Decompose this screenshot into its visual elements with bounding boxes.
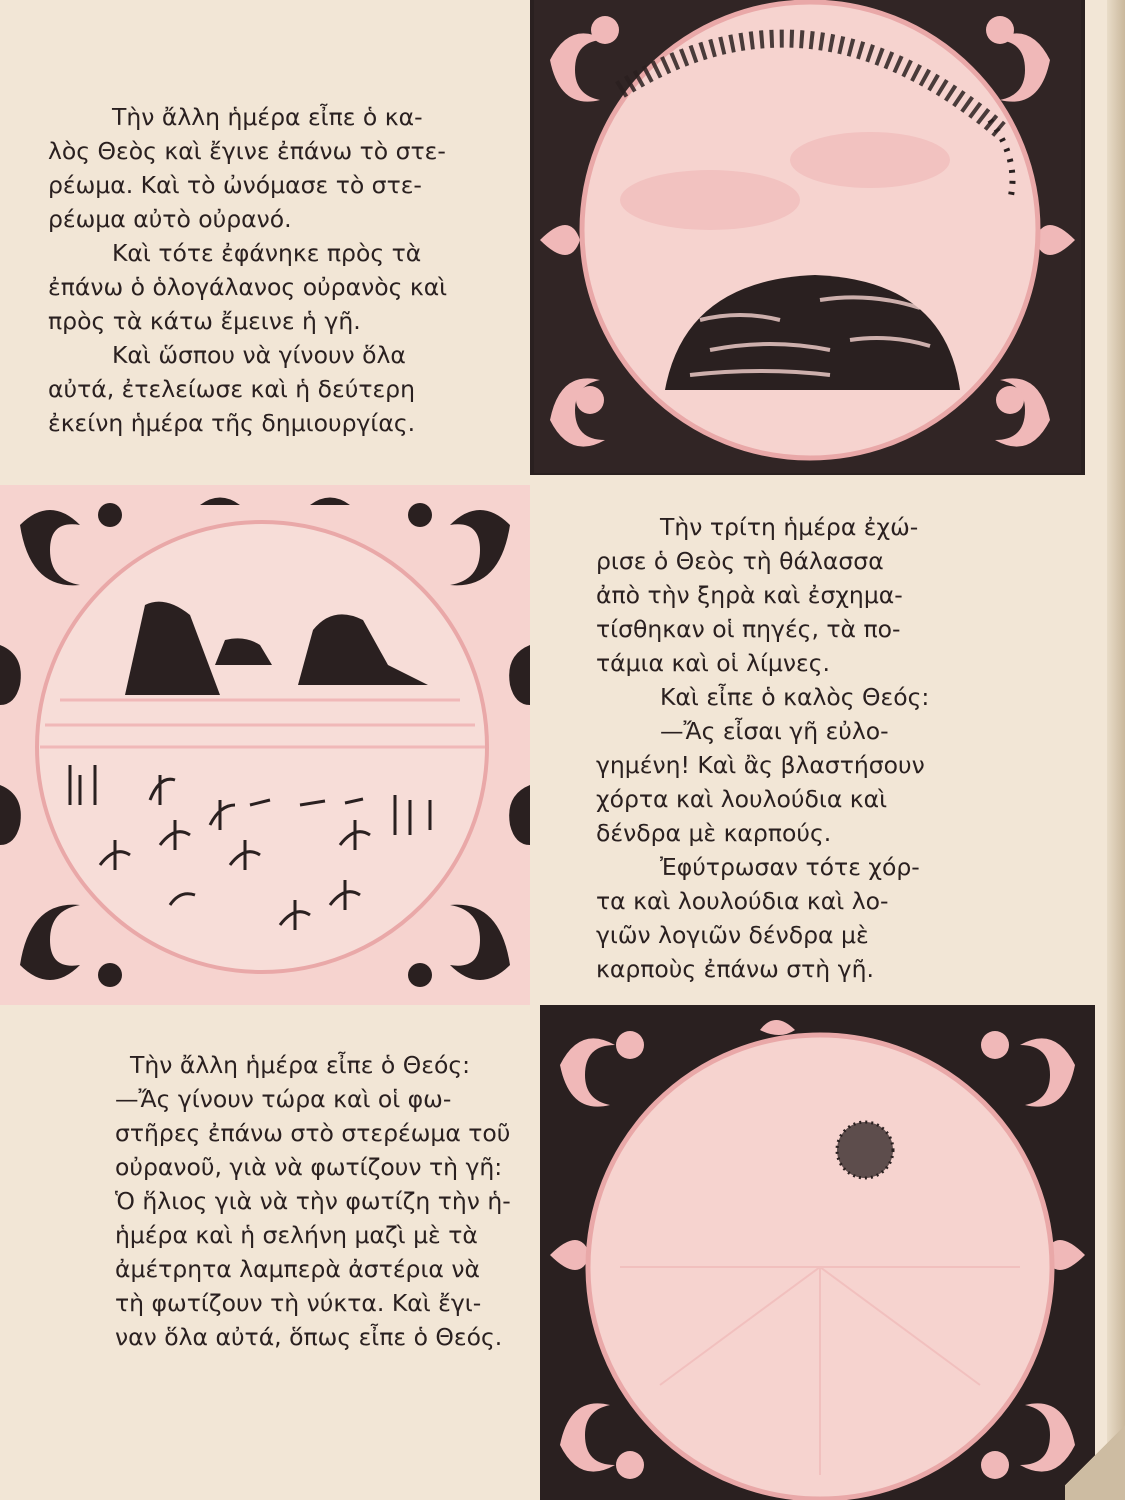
illustration-svg: [0, 485, 530, 1005]
book-spine-edge: [1107, 0, 1125, 1500]
text-line: τα καὶ λουλούδια καὶ λο-: [596, 887, 889, 915]
paragraph: [115, 1082, 535, 1354]
text-line: ἡμέρα καὶ ἡ σελήνη μαζὶ μὲ τὰ: [115, 1221, 478, 1249]
text-line: γιῶν λογιῶν δένδρα μὲ: [596, 921, 869, 949]
text-line: Ὁ ἥλιος γιὰ νὰ τὴν φωτίζη τὴν ἡ-: [115, 1187, 511, 1215]
text-line: στῆρες ἐπάνω στὸ στερέωμα τοῦ: [115, 1119, 511, 1147]
paragraph: [48, 338, 520, 440]
illustration-svg: [540, 1005, 1095, 1500]
text-line: ἐκείνη ἡμέρα τῆς δημιουργίας.: [48, 409, 416, 437]
text-line: —Ἄς γίνουν τώρα καὶ οἱ φω-: [115, 1085, 452, 1113]
rocks-sea-plants-illustration: [0, 485, 530, 1005]
text-line: ἐπάνω ὁ ὁλογάλανος οὐρανὸς καὶ: [48, 273, 448, 301]
paragraph: [48, 100, 520, 236]
text-line: ἀπὸ τὴν ξηρὰ καὶ ἐσχημα-: [596, 581, 903, 609]
day-four-text: [115, 1048, 535, 1354]
paragraph: [596, 850, 968, 986]
text-line: Καὶ ὥσπου νὰ γίνουν ὅλα: [112, 341, 406, 369]
text-line: Ἐφύτρωσαν τότε χόρ-: [660, 853, 920, 881]
text-line: ναν ὅλα αὐτά, ὅπως εἶπε ὁ Θεός.: [115, 1323, 503, 1351]
firmament-and-earth-illustration: [530, 0, 1085, 475]
text-line: ἀμέτρητα λαμπερὰ ἀστέρια νὰ: [115, 1255, 480, 1283]
text-line: γημένη! Καὶ ἂς βλαστήσουν: [596, 751, 925, 779]
day-two-text: [48, 100, 520, 440]
text-line: χόρτα καὶ λουλούδια καὶ: [596, 785, 888, 813]
paragraph: [596, 714, 968, 850]
text-line: οὐρανοῦ, γιὰ νὰ φωτίζουν τὴ γῆ:: [115, 1153, 503, 1181]
page-corner: [1065, 1410, 1125, 1500]
text-line: ρέωμα αὐτὸ οὐρανό.: [48, 205, 292, 233]
text-line: —Ἄς εἶσαι γῆ εὐλο-: [660, 717, 889, 745]
text-line: λὸς Θεὸς καὶ ἔγινε ἐπάνω τὸ στε-: [48, 137, 446, 165]
paragraph: [596, 680, 968, 714]
text-line: τὴ φωτίζουν τὴ νύκτα. Καὶ ἔγι-: [115, 1289, 482, 1317]
text-line: ρισε ὁ Θεὸς τὴ θάλασσα: [596, 547, 884, 575]
sun-in-sky-illustration: [540, 1005, 1095, 1500]
text-line: τίσθηκαν οἱ πηγές, τὰ πο-: [596, 615, 901, 643]
text-line: αὐτά, ἐτελείωσε καὶ ἡ δεύτερη: [48, 375, 415, 403]
text-line: Καὶ τότε ἐφάνηκε πρὸς τὰ: [112, 239, 422, 267]
text-line: καρποὺς ἐπάνω στὴ γῆ.: [596, 955, 874, 983]
paragraph: [596, 510, 968, 680]
text-line: Τὴν ἄλλη ἡμέρα εἶπε ὁ Θεός:: [130, 1051, 471, 1079]
paragraph: [48, 236, 520, 338]
text-line: τάμια καὶ οἱ λίμνες.: [596, 649, 830, 677]
illustration-svg: [530, 0, 1085, 475]
text-line: Τὴν τρίτη ἡμέρα ἐχώ-: [660, 513, 919, 541]
text-line: Καὶ εἶπε ὁ καλὸς Θεός:: [660, 683, 930, 711]
text-line: Τὴν ἄλλη ἡμέρα εἶπε ὁ κα-: [112, 103, 423, 131]
text-line: πρὸς τὰ κάτω ἔμεινε ἡ γῆ.: [48, 307, 361, 335]
text-line: δένδρα μὲ καρπούς.: [596, 819, 832, 847]
paragraph: [115, 1048, 535, 1082]
day-three-text: [596, 510, 968, 986]
text-line: ρέωμα. Καὶ τὸ ὠνόμασε τὸ στε-: [48, 171, 422, 199]
